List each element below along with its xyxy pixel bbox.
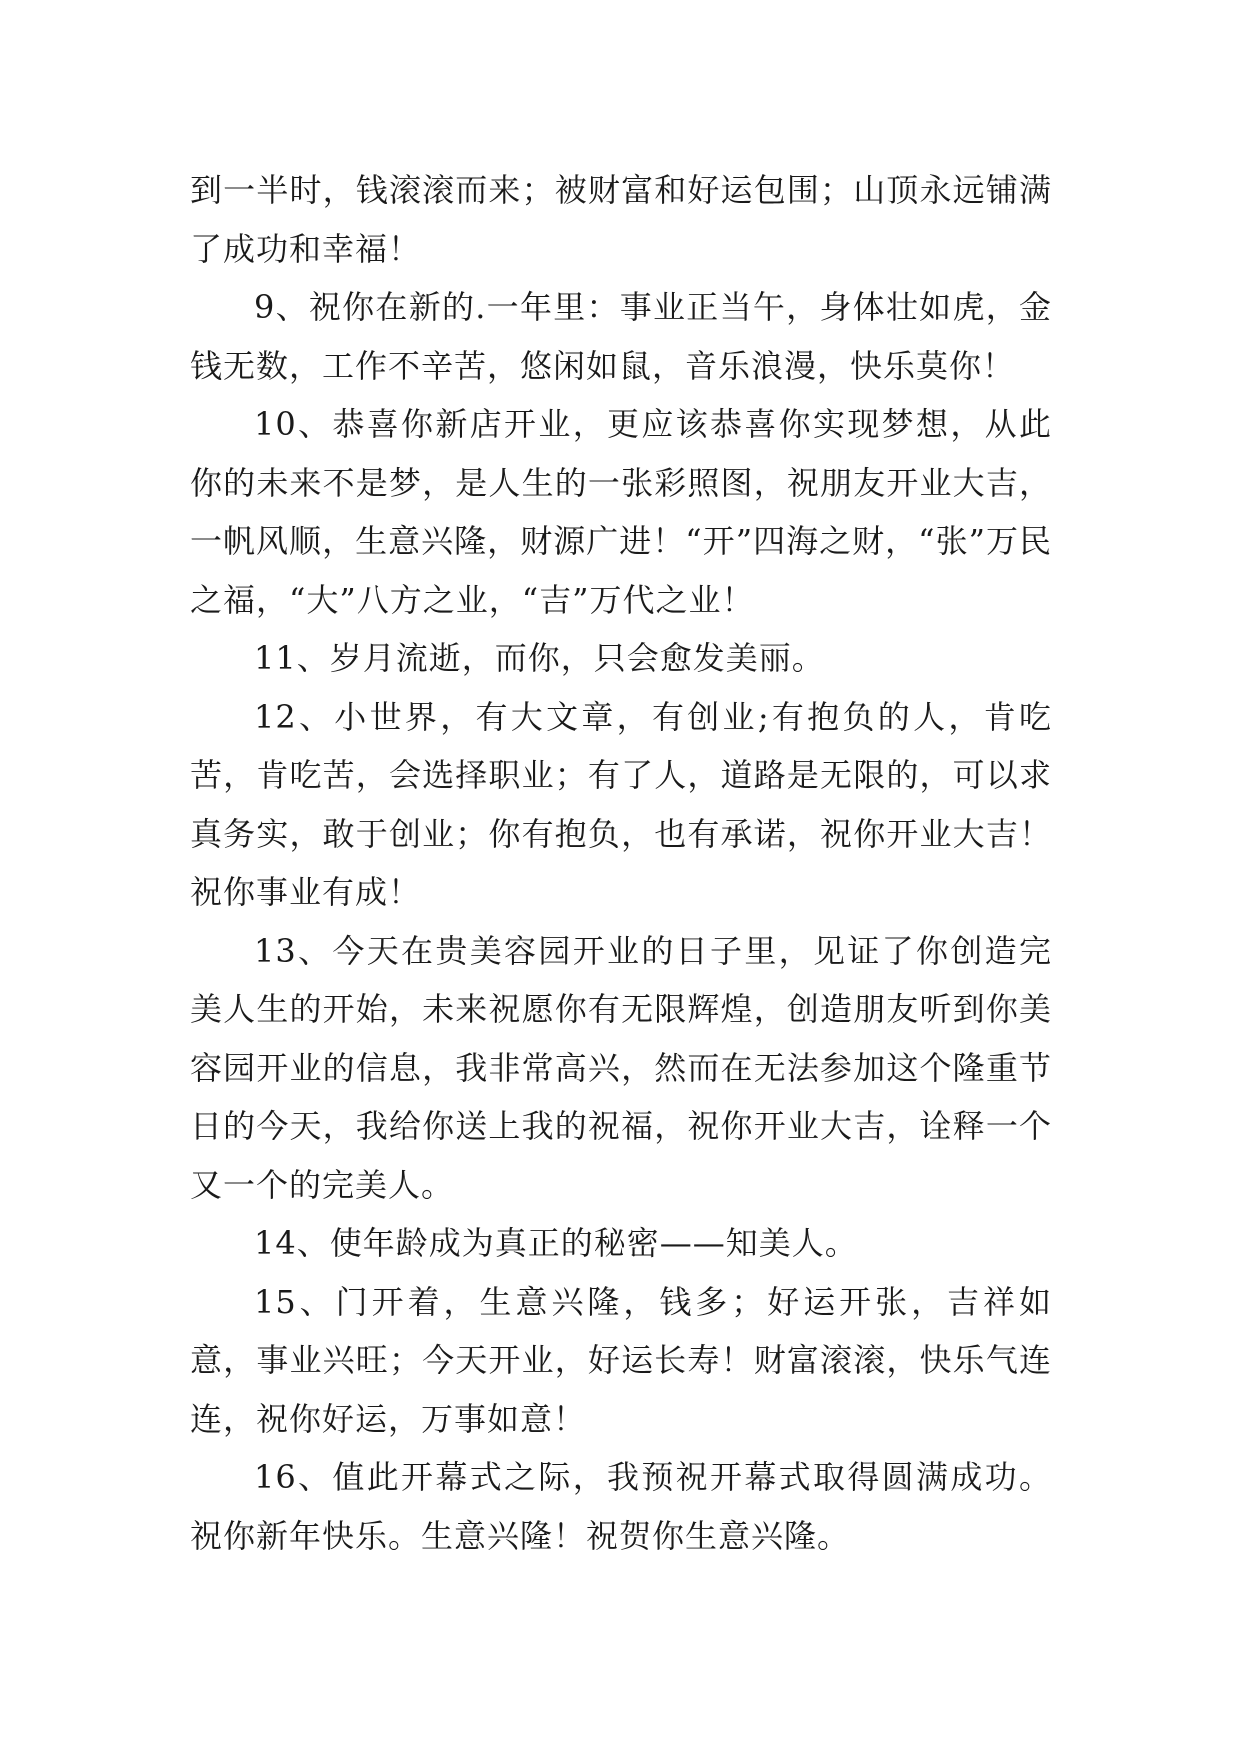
- document-body: [190, 161, 1052, 1565]
- paragraph-15: 15、门开着，生意兴隆，钱多；好运开张，吉祥如意，事业兴旺；今天开业，好运长寿！财富滚滚，快乐气连连，祝你好运，万事如意！: [190, 1282, 1052, 1438]
- paragraph-11: 11、岁月流逝，而你，只会愈发美丽。: [254, 639, 825, 677]
- paragraph-continuation: 到一半时，钱滚滚而来；被财富和好运包围；山顶永远铺满了成功和幸福！: [190, 171, 1052, 268]
- paragraph-14: 14、使年龄成为真正的秘密——知美人。: [254, 1224, 858, 1262]
- paragraph-16: 16、值此开幕式之际，我预祝开幕式取得圆满成功。祝你新年快乐。生意兴隆！祝贺你生意兴隆。: [190, 1458, 1052, 1555]
- paragraph-12: 12、小世界，有大文章，有创业;有抱负的人，肯吃苦，肯吃苦，会选择职业；有了人，道路是无限的，可以求真务实，敢于创业；你有抱负，也有承诺，祝你开业大吉！祝你事业有成！: [190, 697, 1052, 911]
- paragraph-10: 10、恭喜你新店开业，更应该恭喜你实现梦想，从此你的未来不是梦，是人生的一张彩照图，祝朋友开业大吉，一帆风顺，生意兴隆，财源广进！“开”四海之财，“张”万民之福，“大”八方之业，“吉”万代之业！: [190, 405, 1052, 619]
- paragraph-13: 13、今天在贵美容园开业的日子里，见证了你创造完美人生的开始，未来祝愿你有无限辉煌，创造朋友听到你美容园开业的信息，我非常高兴，然而在无法参加这个隆重节日的今天，我给你送上我的祝福，祝你开业大吉，诠释一个又一个的完美人。: [190, 931, 1052, 1204]
- paragraph-9: 9、祝你在新的.一年里：事业正当午，身体壮如虎，金钱无数，工作不辛苦，悠闲如鼠，音乐浪漫，快乐莫你！: [190, 288, 1052, 385]
